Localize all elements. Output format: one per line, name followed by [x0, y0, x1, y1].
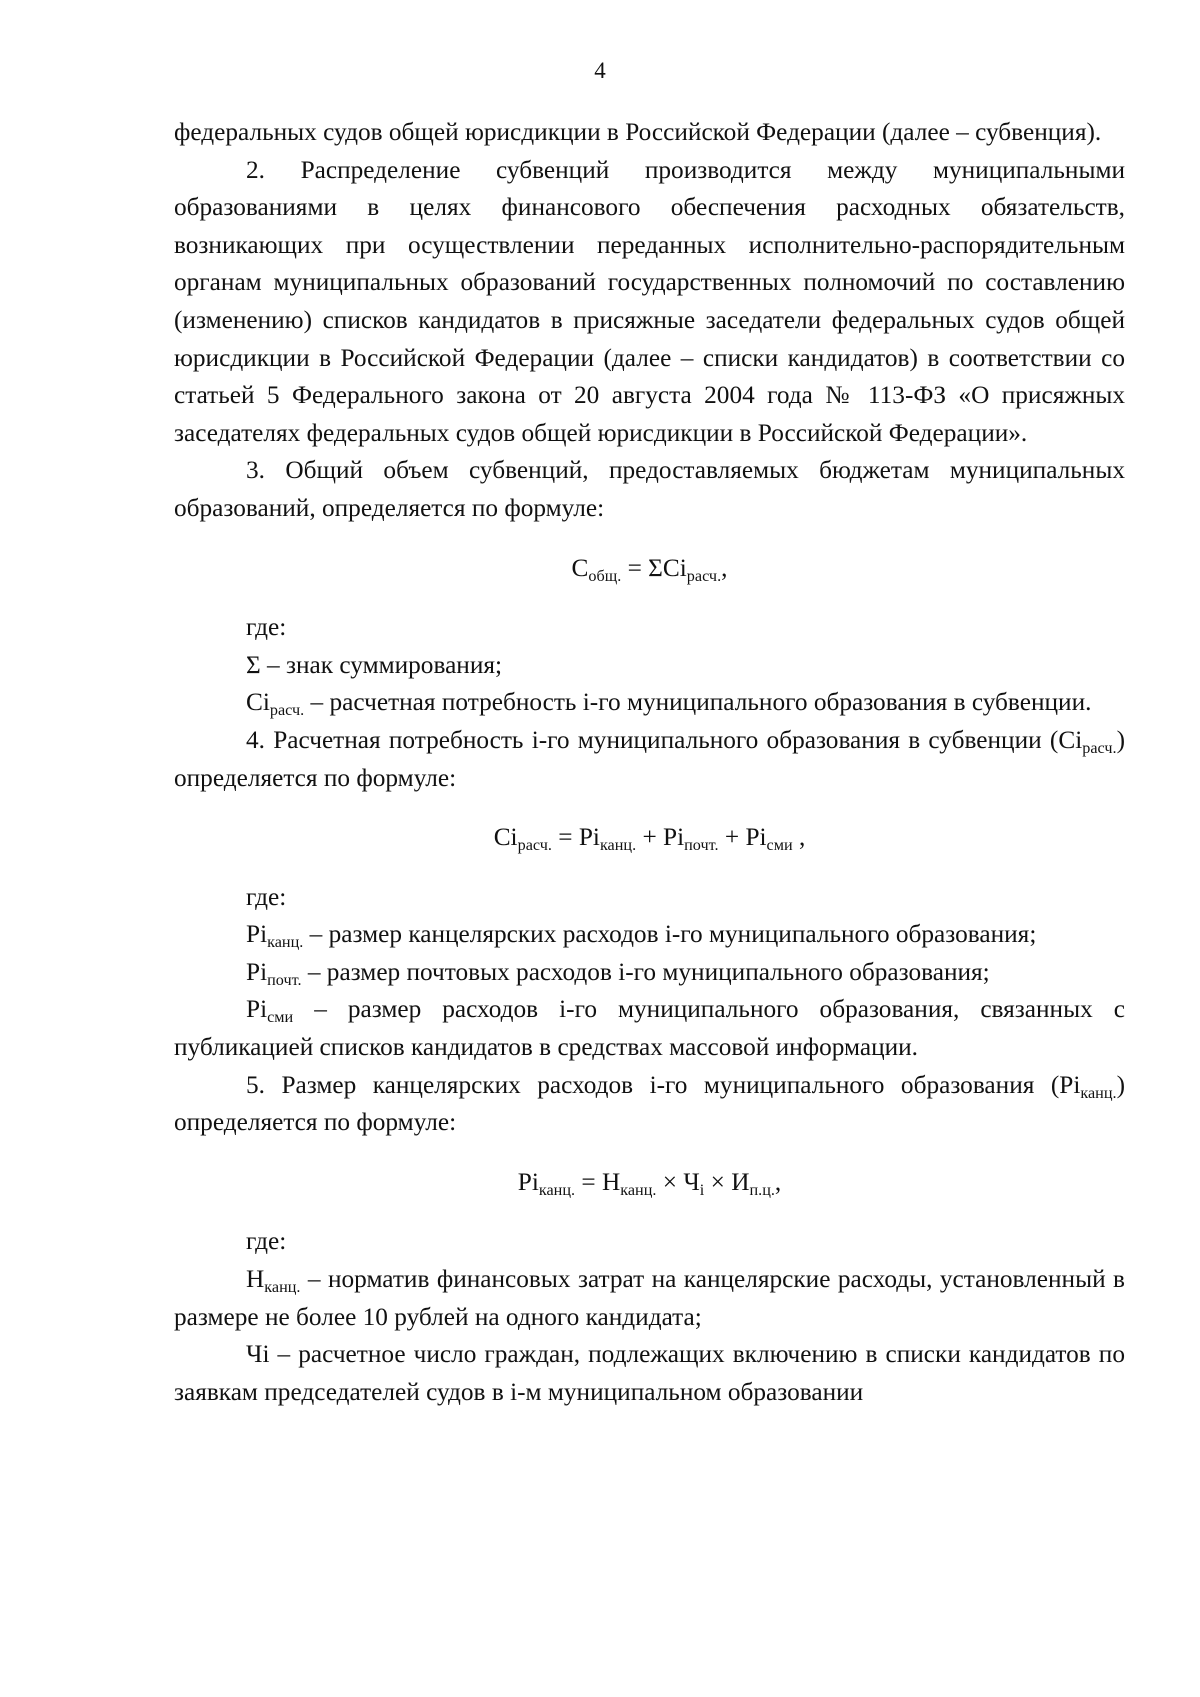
formula-ci-rasch: $Ci_{расч.} = Pi_{канц.} + Pi_{почт.} + Pi_{сми}$ , [493, 823, 806, 854]
paragraph-5: 5. Размер канцелярских расходов i-го муниципального образования $(Pi_{канц.})$ определяется по формуле: [174, 1070, 1125, 1137]
paragraph-2: 2. Распределение субвенций производится между муниципальными образованиями в целях финансового обеспечения расходных обязательств, возникающих при осуществлении переданных исполнительно-распорядительным органам муниципальных образований государственных полномочий по составлению (изменению) списков кандидатов в присяжные заседатели федеральных судов общей юрисдикции в Российской Федерации (далее – списки кандидатов) в соответствии со статьей 5 Федерального закона от 20 августа 2004 года № 113-ФЗ «О присяжных заседателях федеральных судов общей юрисдикции в Российской Федерации». [174, 155, 1125, 447]
definition-sigma: Σ – знак суммирования; [246, 650, 503, 679]
definition-pi-kanc: $Pi_{канц.}$ – размер канцелярских расходов i-го муниципального образования; [246, 920, 1037, 952]
formula-pi-kanc: $Pi_{канц.} = Н_{канц.} \times Ч_i \times И_{п.ц.}$, [517, 1167, 782, 1199]
paragraph-3: 3. Общий объем субвенций, предоставляемых бюджетам муниципальных образований, определяется по формуле: [174, 456, 1125, 522]
definition-ci-rasch: $Ci_{расч.}$ – расчетная потребность i-го муниципального образования в субвенции. [246, 688, 1092, 720]
definition-ch-i: Чi – расчетное число граждан, подлежащих включению в списки кандидатов по заявкам председателей судов в i-м муниципальном образовании [174, 1340, 1125, 1406]
definition-n-kanc: $Н_{канц.}$ – норматив финансовых затрат на канцелярские расходы, установленный в размере не более 10 рублей на одного кандидата; [174, 1265, 1125, 1331]
definition-pi-smi: $Pi_{сми}$ – размер расходов i-го муниципального образования, связанных с публикацией списков кандидатов в средствах массовой информации. [174, 995, 1125, 1062]
where-label-3: где: [246, 1227, 287, 1256]
where-label-2: где: [246, 882, 287, 911]
paragraph-4: 4. Расчетная потребность i-го муниципального образования в субвенции $(Ci_{расч.})$ определяется по формуле: [174, 725, 1125, 792]
where-label-1: где: [246, 613, 287, 642]
paragraph-continuation: федеральных судов общей юрисдикции в Российской Федерации (далее – субвенция). [174, 118, 1102, 146]
definition-pi-pocht: $Pi_{почт.}$ – размер почтовых расходов i-го муниципального образования; [246, 957, 990, 989]
document-body [174, 114, 1125, 1411]
formula-total-subvention: $С_{общ.} = \Sigma Ci_{расч.}$, [571, 553, 728, 585]
page-number: 4 [594, 58, 606, 83]
